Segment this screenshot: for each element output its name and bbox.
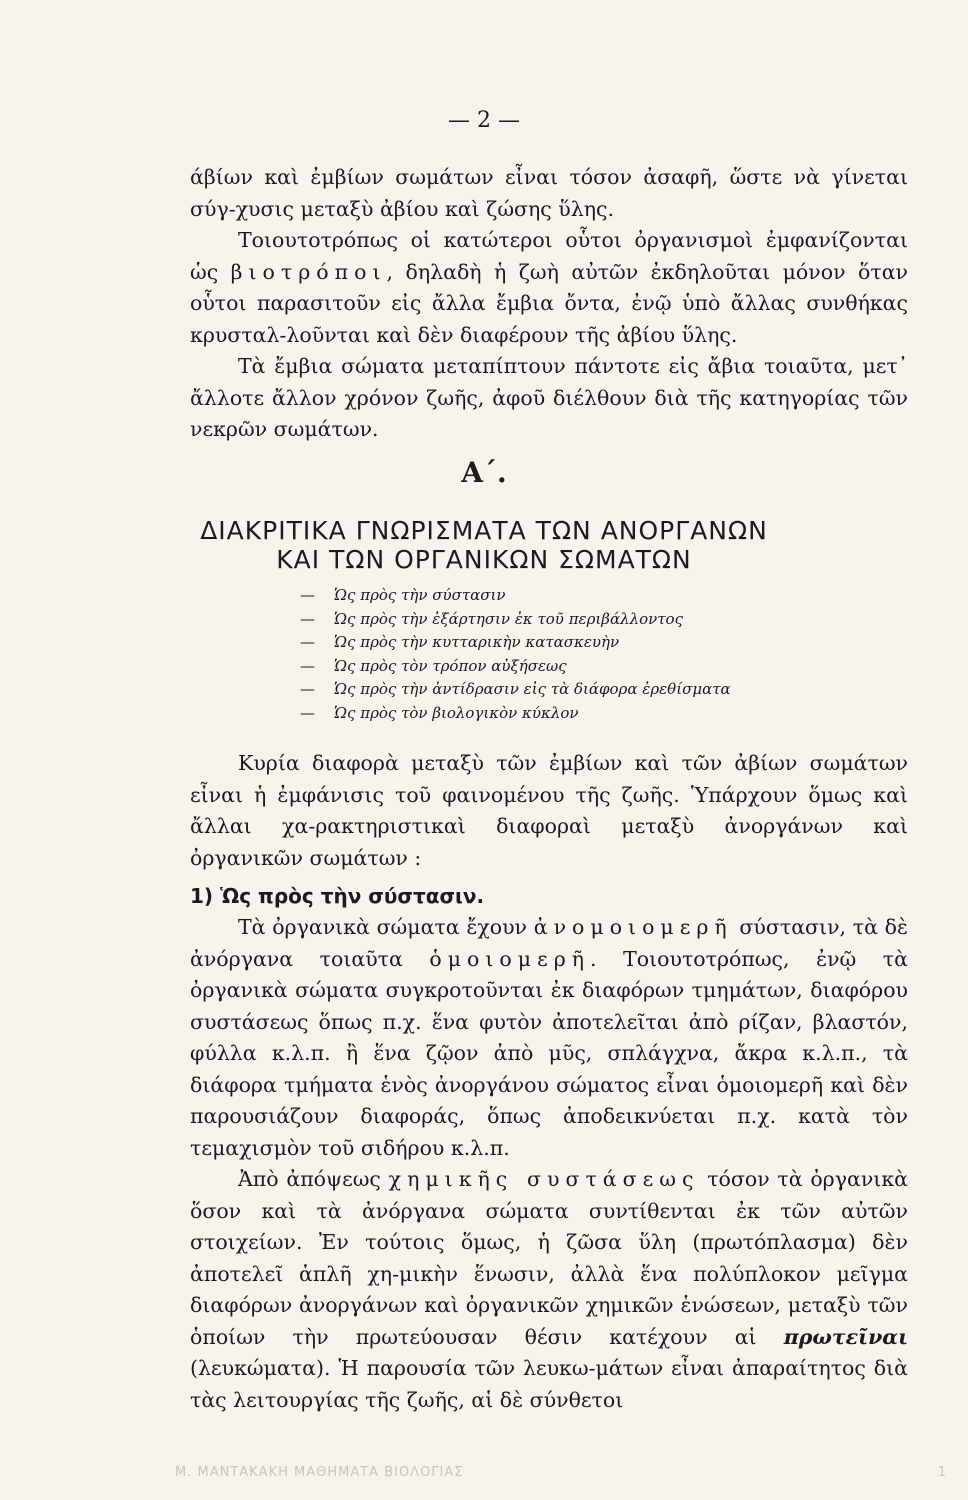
topic-text: Ὡς πρὸς τὴν ἀντίδρασιν εἰς τὰ διάφορα ἐρεθίσματα [334, 680, 731, 698]
topic-item [300, 678, 860, 702]
topic-text: Ὡς πρὸς τὸν βιολογικὸν κύκλον [334, 703, 579, 722]
main-text-block [190, 748, 908, 1416]
paragraph-2-text-a: Τοιουτοτρόπως οἱ κατώτεροι οὗτοι ὀργανισμοὶ ἐμφανίζονται ὡς [190, 228, 908, 284]
section-letter: Α΄. [461, 456, 507, 489]
spaced-term-biotropoi: βιοτρόποι [230, 259, 387, 284]
dash: — [300, 680, 315, 698]
bleed-through-footer [175, 1465, 955, 1480]
topic-text: Ὡς πρὸς τὴν σύστασιν [334, 586, 506, 604]
bold-term-proteins: πρωτεῖναι [783, 1324, 908, 1349]
dash: — [300, 703, 315, 722]
paragraph-5-text-c: . Τοιουτοτρόπως, ἐνῷ τὰ ὀργανικὰ σώματα συγκροτοῦνται ἐκ διαφόρων τμημάτων, διαφόρου συστάσεως ὅπως π.χ. ἕνα φυτὸν ἀποτελεῖται ἀπὸ ρίζαν, βλαστόν, φύλλα κ.λ.π. ἢ ἕνα ζῷον ἀπὸ μῦς, σπλάγχνα, ἄκρα κ.λ.π., τὰ διάφορα τμήματα ἑνὸς ἀνοργάνου σώματος εἶναι ὁμοιομερῆ καὶ δὲν παρουσιάζουν διαφοράς, ὅπως ἀποδεικνύεται π.χ. κατὰ τὸν τεμαχισμὸν τοῦ σιδήρου κ.λ.π. [190, 946, 908, 1160]
topic-text: Ὡς πρὸς τὴν ἐξάρτησιν ἐκ τοῦ περιβάλλοντος [334, 609, 683, 628]
subsection-heading-1: 1) Ὡς πρὸς τὴν σύστασιν. [190, 884, 485, 908]
paragraph-5-text-a: Τὰ ὀργανικὰ σώματα ἔχουν [238, 915, 534, 939]
topic-item [300, 655, 860, 679]
paragraph-3: Τὰ ἔμβια σώματα μεταπίπτουν πάντοτε εἰς ἄβια τοιαῦτα, μετ᾽ ἄλλοτε ἄλλον χρόνον ζωῆς, ἀφοῦ διέλθουν διὰ τῆς κατηγορίας τῶν νεκρῶν σωμάτων. [190, 354, 908, 441]
paragraph-1: άβίων καὶ ἐμβίων σωμάτων εἶναι τόσον ἀσαφῆ, ὥστε νὰ γίνεται σύγ-χυσις μεταξὺ ἀβίου καὶ ζώσης ὕλης. [190, 165, 908, 221]
bleed-through-title: Μ. ΜΑΝΤΑΚΑΚΗ ΜΑΘΗΜΑΤΑ ΒΙΟΛΟΓΙΑΣ [175, 1465, 464, 1480]
page-number: — 2 — [448, 108, 520, 133]
paragraph-2-text-b: , δηλαδὴ ἡ ζωὴ αὐτῶν ἐκδηλοῦται μόνον ὅταν οὗτοι παρασιτοῦν εἰς ἄλλα ἔμβια ὄντα, ἐνῷ ὑπὸ ἄλλας συνθήκας κρυσταλ-λοῦνται καὶ δὲν διαφέρουν τῆς ἀβίου ὕλης. [190, 259, 908, 347]
spaced-term-omoiomeri: ὁμοιομερῆ [429, 946, 591, 971]
section-heading-line-2: ΚΑΙ ΤΩΝ ΟΡΓΑΝΙΚΩΝ ΣΩΜΑΤΩΝ [276, 545, 692, 574]
dash: — [300, 586, 315, 604]
intro-text-block [190, 162, 908, 446]
section-heading-line-1: ΔΙΑΚΡΙΤΙΚΑ ΓΝΩΡΙΣΜΑΤΑ ΤΩΝ ΑΝΟΡΓΑΝΩΝ [200, 516, 768, 545]
spaced-term-chemical-composition: χημικῆς συστάσεως [388, 1167, 700, 1191]
topic-item [300, 584, 860, 608]
topic-text: Ὡς πρὸς τὸν τρόπον αὐξήσεως [334, 656, 567, 675]
paragraph-5 [190, 912, 908, 1164]
bleed-through-number: 1 [937, 1465, 947, 1480]
paragraph-5-text-b: σύστασιν, τὰ δὲ ἀνόργανα τοιαῦτα [190, 915, 908, 971]
topics-list [300, 584, 860, 725]
paragraph-6-text-c: (λευκώματα). Ἡ παρουσία τῶν λευκω-μάτων εἶναι ἀπαραίτητος διὰ τὰς λειτουργίας τῆς ζωῆς, αἱ δὲ σύνθετοι [190, 1356, 908, 1412]
topic-item [300, 608, 860, 632]
paragraph-6 [190, 1164, 908, 1416]
topic-text: Ὡς πρὸς τὴν κυτταρικὴν κατασκευὴν [334, 633, 620, 651]
paragraph-6-text-b: τόσον τὰ ὀργανικὰ ὅσον καὶ τὰ ἀνόργανα σώματα συντίθενται ἐκ τῶν αὐτῶν στοιχείων. Ἐν τούτοις ὅμως, ἡ ζῶσα ὕλη (πρωτόπλασμα) δὲν ἀποτελεῖ ἁπλῆ χη-μικὴν ἕνωσιν, ἀλλὰ ἕνα πολύπλοκον μεῖγμα διαφόρων ἀνοργάνων καὶ ὀργανικῶν χημικῶν ἑνώσεων, μεταξὺ τῶν ὁποίων τὴν πρωτεύουσαν θέσιν κατέχουν αἱ [190, 1167, 908, 1349]
paragraph-6-text-a: Ἀπὸ ἀπόψεως [238, 1167, 389, 1191]
paragraph-4: Κυρία διαφορὰ μεταξὺ τῶν ἐμβίων καὶ τῶν ἀβίων σωμάτων εἶναι ἡ ἐμφάνισις τοῦ φαινομένου τῆς ζωῆς. Ὑπάρχουν ὅμως καὶ ἄλλαι χα-ρακτηριστικαὶ διαφοραὶ μεταξὺ ἀνοργάνων καὶ ὀργανικῶν σωμάτων : [190, 751, 908, 870]
paragraph-2 [190, 225, 908, 351]
dash: — [300, 656, 315, 675]
dash: — [300, 633, 315, 651]
dash: — [300, 609, 315, 628]
spaced-term-anomoiomeri: ἀνομοιομερῆ [533, 915, 733, 939]
topic-item [300, 702, 860, 726]
topic-item [300, 631, 860, 655]
